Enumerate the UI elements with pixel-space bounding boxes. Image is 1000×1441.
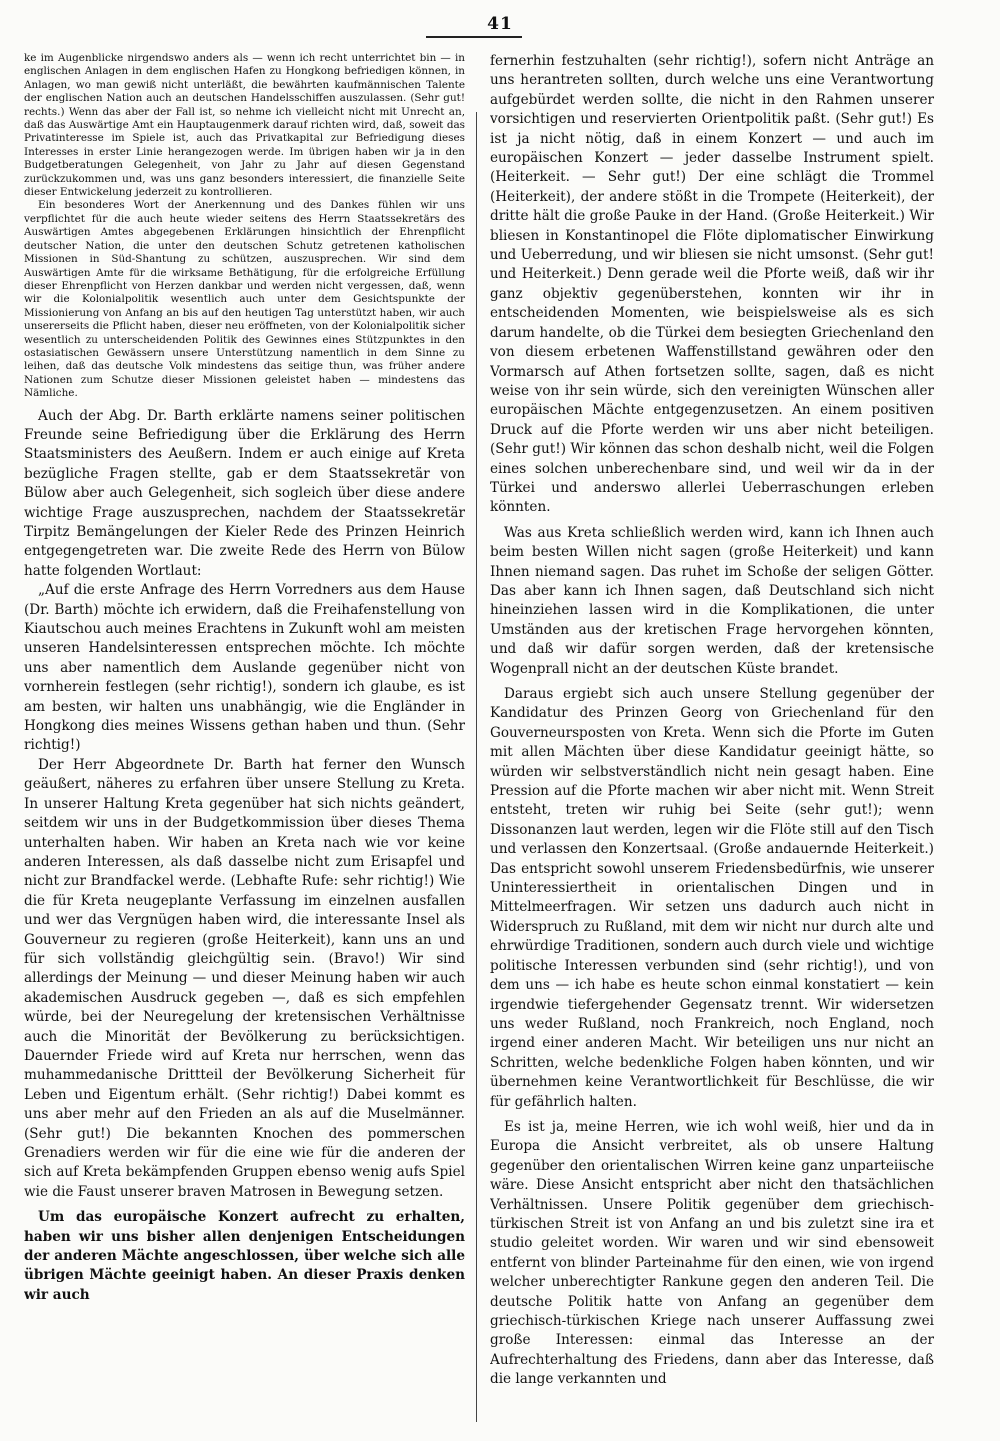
paragraph: fernerhin festzuhalten (sehr richtig!), sofern nicht Anträge an uns herantreten sollten, durch welche uns eine Verantwortung aufgebürdet werden sollte, die nicht in den Rahmen unserer vorsichtigen und reservierten Orientpolitik paßt. (Sehr gut!) Es ist ja nicht nötig, daß in einem Konzert — und auch im europäischen Konzert — jeder dasselbe Instrument spielt. (Heiterkeit. — Sehr gut!) Der eine schlägt die Trommel (Heiterkeit), der andere stößt in die Trompete (Heiterkeit), der dritte hält die große Pauke in der Hand. (Große Heiterkeit.) Wir bliesen in Konstantinopel die Flöte diplomatischer Einwirkung und Ueberredung, und wir bliesen sie nicht umsonst. (Sehr gut! und Heiterkeit.) Denn gerade weil die Pforte weiß, daß wir ihr ganz objektiv gegenüberstehen, konnten wir ihr in entscheidenden Momenten, wie beispielsweise als es sich darum handelte, ob die Türkei dem besiegten Griechenland den von diesem erbetenen Waffenstillstand gewähren oder den Vormarsch auf Athen fortsetzen sollte, sagen, daß es nicht weise von ihr sein würde, sich den vereinigten Wünschen aller europäischen Mächte entgegenzusetzen. An einem positiven Druck auf die Pforte werden wir uns aber nicht beteiligen. (Sehr gut!) Wir können das schon deshalb nicht, weil die Folgen eines solchen unberechenbare sind, und weil wir da in der Türkei und anderswo allerlei Ueberraschungen erleben könnten. xyxy=(490,53,934,516)
column-divider xyxy=(476,112,477,1422)
paragraph: Was aus Kreta schließlich werden wird, kann ich Ihnen auch beim besten Willen nicht sagen (große Heiterkeit) und kann Ihnen niemand sagen. Das ruhet im Schoße der seligen Götter. Das aber kann ich Ihnen sagen, daß Deutschland sich nicht hineinziehen lassen wird in die Komplikationen, die unter Umständen aus der kretischen Frage hervorgehen könnten, und daß wir dafür sorgen werden, daß der kretensische Wogenprall nicht an der deutschen Küste brandet. xyxy=(490,524,934,677)
paragraph: Um das europäische Konzert aufrecht zu erhalten, haben wir uns bisher allen denjenigen Entscheidungen der anderen Mächte angeschlossen, über welche sich alle übrigen Mächte geeinigt haben. An dieser Praxis denken wir auch xyxy=(24,1209,465,1303)
page-header xyxy=(0,14,1000,34)
paragraph: Der Herr Abgeordnete Dr. Barth hat ferner den Wunsch geäußert, näheres zu erfahren über unsere Stellung zu Kreta. In unserer Haltung Kreta gegenüber hat sich nichts geändert, seitdem wir uns in der Budgetkommission über dieses Thema unterhalten haben. Wir haben an Kreta nach wie vor keine anderen Interessen, als daß dasselbe nicht zum Erisapfel und nicht zur Brandfackel werde. (Lebhafte Rufe: sehr richtig!) Wie die für Kreta neugeplante Verfassung im einzelnen ausfallen und wer das Vergnügen haben wird, die interessante Insel als Gouverneur zu regieren (große Heiterkeit), kann uns an und für sich vollständig gleichgültig sein. (Bravo!) Wir sind allerdings der Meinung — und dieser Meinung haben wir auch akademischen Ausdruck gegeben —, daß es sich empfehlen würde, bei der Neuregelung der kretensischen Verhältnisse auch die Minorität der Bevölkerung zu berücksichtigen. Dauernder Friede wird auf Kreta nur herrschen, wenn das muhammedanische Drittteil der Bevölkerung Sicherheit für Leben und Eigentum erhält. (Sehr richtig!) Dabei kommt es uns aber mehr auf den Frieden an als auf die Muselmänner. (Sehr gut!) Die bekannten Knochen des pommerschen Grenadiers werden wir für die eine wie für die anderen der sich auf Kreta bekämpfenden Gruppen ebenso wenig aufs Spiel wie die Faust unserer braven Matrosen in Bewegung setzen. xyxy=(24,756,465,1200)
paragraph: ke im Augenblicke nirgendswo anders als — wenn ich recht unterrichtet bin — in englischen Anlagen in dem englischen Hafen zu Hongkong befriedigen können, in Anlagen, wo man gewiß nicht unterläßt, die bewährten kaufmännischen Talente der englischen Nation auch an deutschen Handelsschiffen auszulassen. (Sehr gut! rechts.) Wenn das aber der Fall ist, so nehme ich vielleicht nicht mit Unrecht an, daß das Auswärtige Amt ein Hauptaugenmerk darauf richten wird, daß, soweit das Privatinteresse im Spiele ist, auch das Privatkapital zur Befriedigung dieses Interesses in erster Linie herangezogen werde. Im übrigen haben wir ja in den Budgetberatungen Gelegenheit, von Jahr zu Jahr auf diesen Gegenstand zurückzukommen und, was uns ganz besonders interessiert, die finanzielle Seite dieser Entwickelung jederzeit zu kontrollieren. xyxy=(24,52,465,199)
paragraph: Daraus ergiebt sich auch unsere Stellung gegenüber der Kandidatur des Prinzen Georg von Griechenland für den Gouverneursposten von Kreta. Wenn sich die Pforte im Guten mit allen Mächten über diese Kandidatur geeinigt hätte, so würden wir selbstverständlich nicht nein gesagt haben. Eine Pression auf die Pforte machen wir aber nicht mit. Wenn Streit entsteht, treten wir ruhig bei Seite (sehr gut!); wenn Dissonanzen laut werden, legen wir die Flöte still auf den Tisch und verlassen den Konzertsaal. (Große andauernde Heiterkeit.) Das entspricht sowohl unserem Friedensbedürfnis, wie unserer Uninteressiertheit in orientalischen Dingen und in Mittelmeerfragen. Wir setzen uns dadurch auch nicht in Widerspruch zu Rußland, mit dem wir nicht nur durch alte und ehrwürdige Traditionen, sondern auch durch viele und wichtige politische Interessen verbunden sind (sehr richtig!), und von dem uns — ich habe es heute schon einmal konstatiert — kein irgendwie tiefergehender Gegensatz trennt. Wir widersetzen uns weder Rußland, noch Frankreich, noch England, noch irgend einer anderen Macht. Wir beteiligen uns nur nicht an Schritten, welche bedenkliche Folgen haben könnten, und wir übernehmen keine Verantwortlichkeit für Beschlüsse, die wir für gefährlich halten. xyxy=(490,686,934,1110)
right-column xyxy=(490,52,934,1422)
paragraph: Auch der Abg. Dr. Barth erklärte namens seiner politischen Freunde seine Befriedigung über die Erklärung des Herrn Staatsministers des Aeußern. Indem er auch einige auf Kreta bezügliche Fragen stellte, gab er dem Staatssekretär von Bülow aber auch Gelegenheit, sich sogleich über diese andere wichtige Frage auszusprechen, nachdem der Staatssekretär Tirpitz Bemängelungen der Kieler Rede des Prinzen Heinrich entgegengetreten war. Die zweite Rede des Herrn von Bülow hatte folgenden Wortlaut: xyxy=(24,407,465,579)
text-columns xyxy=(24,52,968,1422)
left-column xyxy=(24,52,465,1422)
paragraph: Es ist ja, meine Herren, wie ich wohl weiß, hier und da in Europa die Ansicht verbreitet, als ob unsere Haltung gegenüber den orientalischen Wirren keine ganz unparteiische wäre. Diese Ansicht entspricht aber nicht den thatsächlichen Verhältnissen. Unsere Politik gegenüber dem griechisch-türkischen Streit ist von Anfang an und bis zuletzt sine ira et studio geleitet worden. Wir waren und wir sind ebensoweit entfernt von blinder Parteinahme für den einen, wie von irgend welcher unberechtigter Rankune gegen den anderen Teil. Die deutsche Politik hatte von Anfang an gegenüber dem griechisch-türkischen Kriege nach unserer Auffassung zwei große Interessen: einmal das Interesse an der Aufrechterhaltung des Friedens, dann aber das Interesse, daß die lange verkannten und xyxy=(490,1118,934,1388)
paragraph: „Auf die erste Anfrage des Herrn Vorredners aus dem Hause (Dr. Barth) möchte ich erwidern, daß die Freihafenstellung von Kiautschou auch meines Erachtens in Zukunft wohl am meisten unseren Handelsinteressen entsprechen möchte. Ich möchte uns aber namentlich dem Auslande gegenüber nicht von vornherein festlegen (sehr richtig!), sondern ich glaube, es ist am besten, wir halten uns unabhängig, wie die Engländer in Hongkong dies meines Wissens gethan haben und thun. (Sehr richtig!) xyxy=(24,582,465,754)
header-rule xyxy=(426,36,522,38)
page-number: 41 xyxy=(487,14,513,34)
paragraph: Ein besonderes Wort der Anerkennung und des Dankes fühlen wir uns verpflichtet für die auch heute wieder seitens des Herrn Staatssekretärs des Auswärtigen Amtes abgegebenen Erklärungen hinsichtlich der Ehrenpflicht deutscher Nation, die unter den deutschen Schutz getretenen katholischen Missionen in Süd-Shantung zu schützen, auszusprechen. Wir sind dem Auswärtigen Amte für die wirksame Bethätigung, für die erfolgreiche Erfüllung dieser Ehrenpflicht von Herzen dankbar und werden nicht vergessen, daß, wenn wir die Kolonialpolitik wesentlich auch unter dem Gesichtspunkte der Missionierung von Anfang an bis auf den heutigen Tag unterstützt haben, wir auch unsererseits die Pflicht haben, dieser neu eröffneten, von der Kolonialpolitik sicher wesentlich zu unterscheidenden Politik des Gewinnes eines Stützpunktes in den ostasiatischen Gewässern unsere Unterstützung namentlich in dem Sinne zu leihen, daß das deutsche Volk mindestens das seitige thun, was früher andere Nationen zum Schutze dieser Missionen geleistet haben — mindestens das Nämliche. xyxy=(24,199,465,400)
